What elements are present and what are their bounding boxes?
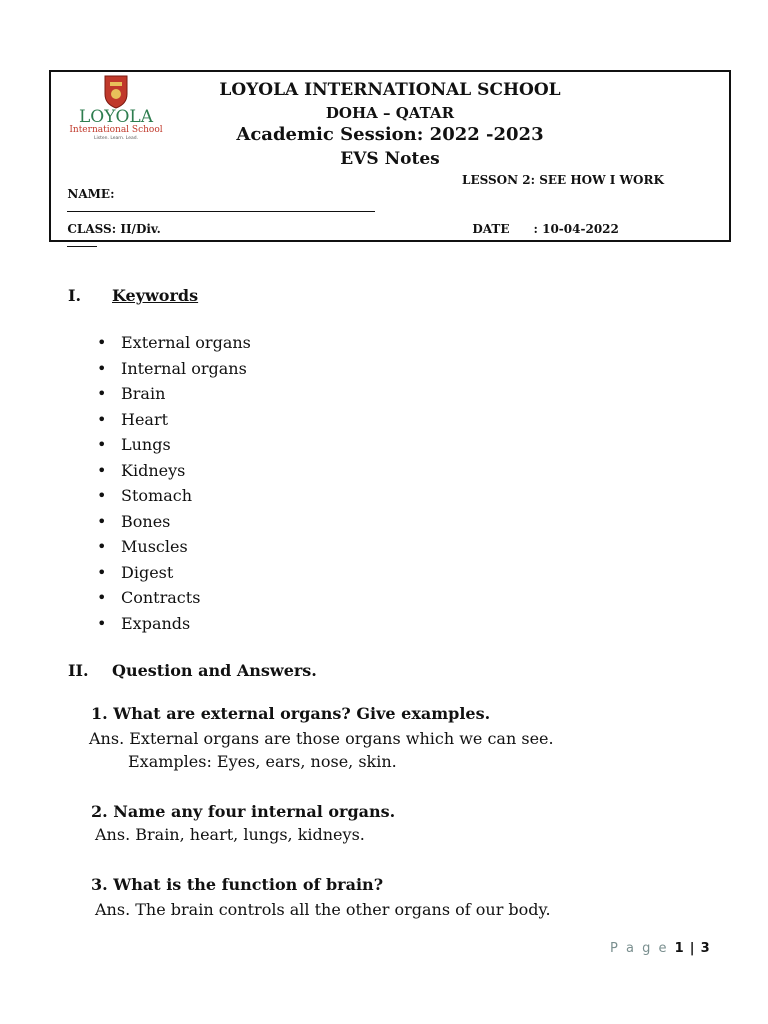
class-field <box>59 208 161 250</box>
section-qa-heading <box>68 661 317 680</box>
keyword-item: • Contracts <box>97 588 251 614</box>
date-value: : 10-04-2022 <box>533 222 619 236</box>
class-label: CLASS: II/Div. <box>67 222 161 236</box>
keyword-item: • Expands <box>97 614 251 640</box>
answer-1-examples: Examples: Eyes, ears, nose, skin. <box>128 752 397 771</box>
name-label: NAME: <box>67 187 115 201</box>
page-footer <box>610 941 710 956</box>
question-2: 2. Name any four internal organs. <box>91 802 396 821</box>
academic-session: Academic Session: 2022 -2023 <box>236 124 544 145</box>
division-blank-line <box>67 246 97 247</box>
school-name: LOYOLA INTERNATIONAL SCHOOL <box>219 80 561 100</box>
keyword-item: • Lungs <box>97 435 251 461</box>
page-current: 1 <box>674 941 684 956</box>
lesson-title: LESSON 2: SEE HOW I WORK <box>462 173 664 187</box>
section-title: Question and Answers. <box>112 661 317 680</box>
keyword-item: • Bones <box>97 512 251 538</box>
date-label: DATE <box>472 222 510 236</box>
keywords-list <box>97 333 251 639</box>
section-number: I. <box>68 286 82 305</box>
answer-2: Ans. Brain, heart, lungs, kidneys. <box>95 825 365 844</box>
subject-title: EVS Notes <box>340 149 440 169</box>
keyword-item: • Stomach <box>97 486 251 512</box>
date-field <box>464 208 619 236</box>
keyword-item: • Digest <box>97 563 251 589</box>
keyword-item: • Muscles <box>97 537 251 563</box>
section-keywords-heading <box>68 286 198 305</box>
page-total: 3 <box>700 941 710 956</box>
keyword-item: • Heart <box>97 410 251 436</box>
page-word: P a g e <box>610 941 669 956</box>
answer-1: Ans. External organs are those organs which we can see. <box>89 729 554 748</box>
section-title: Keywords <box>112 286 199 305</box>
svg-text:Listen. Learn. Lead.: Listen. Learn. Lead. <box>93 136 139 141</box>
answer-3: Ans. The brain controls all the other organs of our body. <box>95 900 551 919</box>
keyword-item: • Internal organs <box>97 359 251 385</box>
city: DOHA – QATAR <box>325 104 455 122</box>
section-number: II. <box>68 661 89 680</box>
svg-text:LOYOLA: LOYOLA <box>79 107 153 127</box>
keyword-item: • Brain <box>97 384 251 410</box>
question-1: 1. What are external organs? Give examples. <box>91 704 491 723</box>
page-separator: | <box>689 941 695 956</box>
keyword-item: • External organs <box>97 333 251 359</box>
question-3: 3. What is the function of brain? <box>91 875 384 894</box>
svg-text:International School: International School <box>69 125 163 135</box>
keyword-item: • Kidneys <box>97 461 251 487</box>
